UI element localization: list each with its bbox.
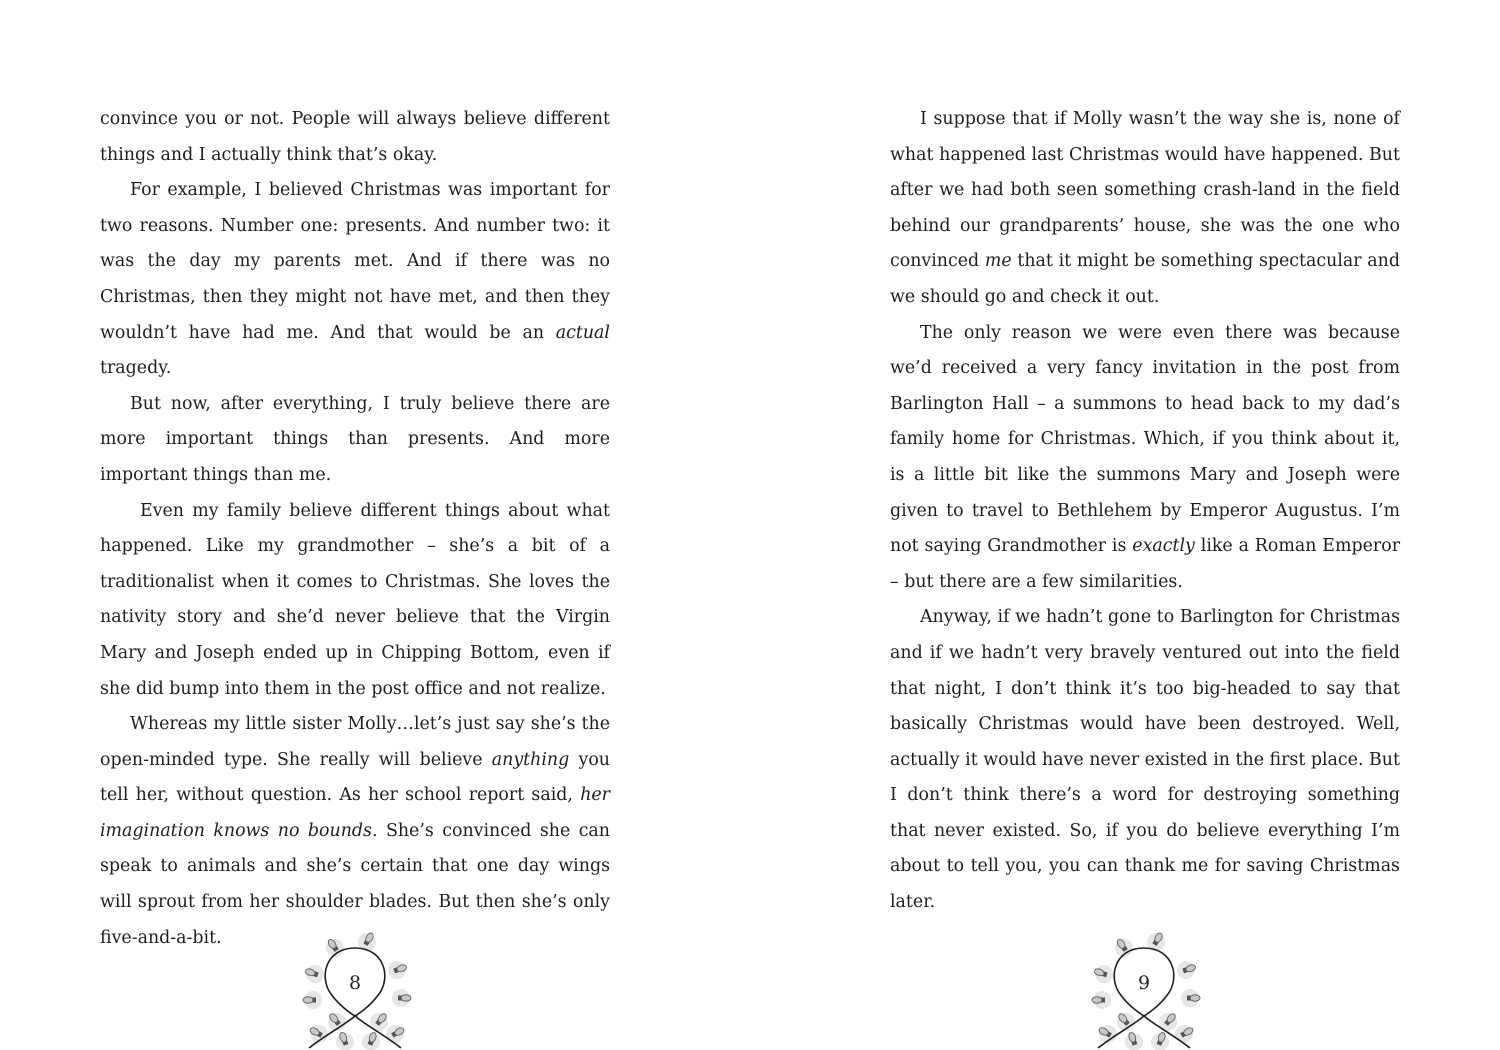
left-page-text — [100, 102, 610, 956]
italic-text: anything — [491, 749, 570, 770]
left-page-folio — [297, 930, 417, 1050]
paragraph: But now, after everything, I truly believe there are more important things than presents. And more important things than me. — [100, 393, 610, 485]
italic-text: actual — [555, 322, 610, 343]
left-page-number: 8 — [348, 972, 362, 994]
paragraph: For example, I believed Christmas was important for two reasons. Number one: presents. And number two: it was the day my parents met. And if there was no Christmas, then they might not have met, and then they wouldn’t have had me. And that would be an actual tragedy. — [100, 180, 610, 379]
paragraph: I suppose that if Molly wasn’t the way she is, none of what happened last Christmas would have happened. But after we had both seen something crash-land in the field behind our grandparents’ house, she was the one who convinced me that it might be something spectacular and we should go and check it out. — [890, 109, 1400, 307]
paragraph: Anyway, if we hadn’t gone to Barlington for Christmas and if we hadn’t very bravely ventured out into the field that night, I don’t think it’s too big-headed to say that basically Christmas would have been destroyed. Well, actually it would have never existed in the first place. But I don’t think there’s a word for destroying something that never existed. So, if you do believe everything I’m about to tell you, you can thank me for saving Christmas later. — [890, 607, 1400, 913]
italic-text: exactly — [1132, 536, 1195, 557]
paragraph: Whereas my little sister Molly…let’s just say she’s the open-minded type. She really will believe anything you tell her, without question. As her school report said, her imagination knows no bounds. She’s convinced she can speak to animals and she’s certain that one day wings will sprout from her shoulder blades. But then she’s only five-and-a-bit. — [100, 714, 610, 948]
left-page — [100, 102, 610, 956]
italic-text: her imagination knows no bounds. — [100, 785, 610, 841]
paragraph: convince you or not. People will always believe different things and I actually think that’s okay. — [100, 109, 610, 165]
paragraph: Even my family believe different things about what happened. Like my grandmother – she’s a bit of a traditionalist when it comes to Christmas. She loves the nativity story and she’d never believe that the Virgin Mary and Joseph ended up in Chipping Bottom, even if she did bump into them in the post office and not realize. — [100, 500, 610, 699]
right-page-number: 9 — [1137, 972, 1151, 994]
italic-text: me — [984, 251, 1012, 272]
right-page — [890, 102, 1400, 921]
right-page-text — [890, 102, 1400, 921]
right-page-folio — [1086, 930, 1206, 1050]
paragraph: The only reason we were even there was because we’d received a very fancy invitation in the post from Barlington Hall – a summons to head back to my dad’s family home for Christmas. Which, if you think about it, is a little bit like the summons Mary and Joseph were given to travel to Bethlehem by Emperor Augustus. I’m not saying Grandmother is exactly like a Roman Emperor – but there are a few similarities. — [890, 322, 1401, 592]
